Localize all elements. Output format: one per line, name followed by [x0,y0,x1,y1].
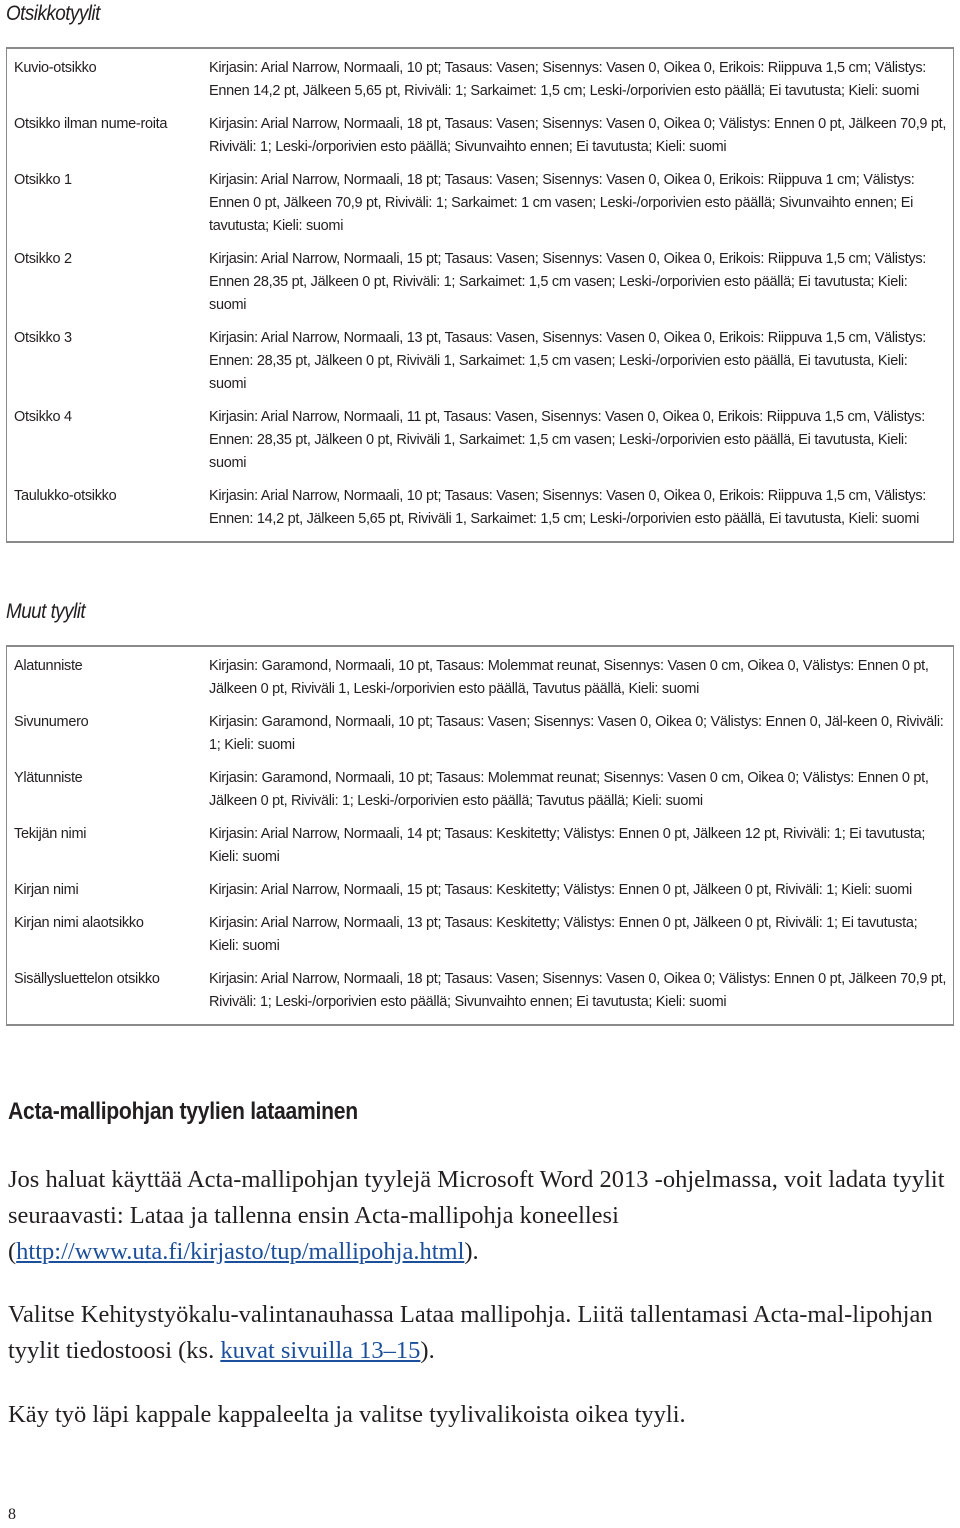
style-name: Otsikko 4 [14,409,72,425]
mallipohja-link[interactable]: http://www.uta.fi/kirjasto/tup/mallipohja.html [16,1238,465,1265]
table-row [7,820,954,876]
table-row [7,110,954,166]
style-name: Otsikko 3 [14,330,72,346]
download-heading: Acta-mallipohjan tyylien lataaminen [8,1098,358,1125]
table-row [7,482,954,542]
style-description: Kirjasin: Arial Narrow, Normaali, 14 pt; Tasaus: Keskitetty; Välistys: Ennen 0 pt, Jälkeen 12 pt, Riviväli: 1; Ei tavutusta; Kieli: suomi [209,826,926,865]
style-description: Kirjasin: Garamond, Normaali, 10 pt, Tasaus: Molemmat reunat, Sisennys: Vasen 0 cm, Oikea 0, Välistys: Ennen 0 pt, Jälkeen 0 pt, Riviväli 1, Leski-/orporivien esto päällä, Tavutus päällä, Kieli: suomi [209,658,929,697]
table-row [7,876,954,909]
section-title-muut-tyylit: Muut tyylit [6,600,86,623]
style-description: Kirjasin: Arial Narrow, Normaali, 18 pt; Tasaus: Vasen; Sisennys: Vasen 0, Oikea 0, Erikois: Riippuva 1 cm; Välistys: Ennen 0 pt, Jälkeen 70,9 pt, Riviväli: 1; Sarkaimet: 1 cm vasen; Leski-/orporivien esto päällä; Sivunvaihto ennen; Ei tavutusta; Kieli: suomi [209,172,915,234]
style-name: Sisällysluettelon otsikko [14,971,160,987]
other-styles-table [6,645,954,1026]
style-description: Kirjasin: Arial Narrow, Normaali, 18 pt; Tasaus: Vasen; Sisennys: Vasen 0, Oikea 0; Välistys: Ennen 0 pt, Jälkeen 70,9 pt, Riviväli: 1; Leski-/orporivien esto päällä; Sivunvaihto ennen; Ei tavutusta; Kieli: suomi [209,971,947,1010]
style-description: Kirjasin: Arial Narrow, Normaali, 11 pt, Tasaus: Vasen, Sisennys: Vasen 0, Oikea 0, Erikois: Riippuva 1,5 cm, Välistys: Ennen: 28,35 pt, Jälkeen 0 pt, Riviväli 1, Sarkaimet: 1,5 cm vasen; Leski-/orporivien esto päällä, Ei tavutusta, Kieli: suomi [209,409,925,471]
style-name: Kirjan nimi alaotsikko [14,915,144,931]
style-description: Kirjasin: Arial Narrow, Normaali, 15 pt; Tasaus: Keskitetty; Välistys: Ennen 0 pt, Jälkeen 0 pt, Riviväli: 1; Kieli: suomi [209,882,912,898]
heading-styles-table [6,47,954,543]
style-description: Kirjasin: Arial Narrow, Normaali, 10 pt; Tasaus: Vasen; Sisennys: Vasen 0, Oikea 0, Erikois: Riippuva 1,5 cm, Välistys: Ennen: 14,2 pt, Jälkeen 5,65 pt, Riviväli 1, Sarkaimet: 1,5 cm; Leski-/orporivien esto päällä, Ei tavutusta, Kieli: suomi [209,488,927,527]
paragraph-download-instructions [8,1162,958,1270]
table-row [7,166,954,245]
style-description: Kirjasin: Arial Narrow, Normaali, 15 pt; Tasaus: Vasen; Sisennys: Vasen 0, Oikea 0, Erikois: Riippuva 1,5 cm; Välistys: Ennen 28,35 pt, Jälkeen 0 pt, Riviväli: 1; Sarkaimet: 1,5 cm vasen; Leski-/orporivien esto päällä; Ei tavutusta; Kieli: suomi [209,251,927,313]
table-row [7,708,954,764]
style-description: Kirjasin: Arial Narrow, Normaali, 13 pt; Tasaus: Keskitetty; Välistys: Ennen 0 pt, Jälkeen 0 pt, Riviväli: 1; Ei tavutusta; Kieli: suomi [209,915,918,954]
table-row [7,646,954,708]
style-description: Kirjasin: Arial Narrow, Normaali, 10 pt; Tasaus: Vasen; Sisennys: Vasen 0, Oikea 0, Erikois: Riippuva 1,5 cm; Välistys: Ennen 14,2 pt, Jälkeen 5,65 pt, Riviväli: 1; Sarkaimet: 1,5 cm; Leski-/orporivien esto päällä; Ei tavutusta; Kieli: suomi [209,60,927,99]
style-name: Otsikko 1 [14,172,72,188]
table-row [7,965,954,1025]
table-row [7,909,954,965]
style-name: Taulukko-otsikko [14,488,117,504]
section-title-otsikkotyylit: Otsikkotyylit [6,2,100,25]
style-name: Ylätunniste [14,770,83,786]
style-name: Kirjan nimi [14,882,79,898]
style-name: Sivunumero [14,714,89,730]
table-row [7,324,954,403]
paragraph-apply-styles: Käy työ läpi kappale kappaleelta ja valitse tyylivalikoista oikea tyyli. [8,1401,686,1428]
style-name: Otsikko 2 [14,251,72,267]
paragraph-load-template [8,1297,958,1369]
table-row [7,403,954,482]
style-description: Kirjasin: Garamond, Normaali, 10 pt; Tasaus: Molemmat reunat; Sisennys: Vasen 0 cm, Oikea 0; Välistys: Ennen 0 pt, Jälkeen 0 pt, Riviväli: 1; Leski-/orporivien esto päällä; Tavutus päällä; Kieli: suomi [209,770,929,809]
style-description: Kirjasin: Arial Narrow, Normaali, 18 pt, Tasaus: Vasen; Sisennys: Vasen 0, Oikea 0; Välistys: Ennen 0 pt, Jälkeen 70,9 pt, Riviväli: 1; Leski-/orporivien esto päällä; Sivunvaihto ennen; Ei tavutusta; Kieli: suomi [209,116,947,155]
paragraph-text: ). [464,1238,479,1265]
style-description: Kirjasin: Garamond, Normaali, 10 pt; Tasaus: Vasen; Sisennys: Vasen 0, Oikea 0; Välistys: Ennen 0, Jäl-keen 0, Riviväli: 1; Kieli: suomi [209,714,944,753]
style-name: Otsikko ilman nume-roita [14,116,168,132]
style-name: Kuvio-otsikko [14,60,97,76]
paragraph-text: Valitse Kehitystyökalu-valintanauhassa Lataa mallipohja. Liitä tallentamasi Acta-mal-lipohjan tyylit tiedostoosi (ks. [8,1301,933,1364]
table-row [7,48,954,110]
page-number: 8 [8,1506,16,1523]
style-name: Alatunniste [14,658,83,674]
style-description: Kirjasin: Arial Narrow, Normaali, 13 pt, Tasaus: Vasen, Sisennys: Vasen 0, Oikea 0, Erikois: Riippuva 1,5 cm, Välistys: Ennen: 28,35 pt, Jälkeen 0 pt, Riviväli 1, Sarkaimet: 1,5 cm vasen; Leski-/orporivien esto päällä, Ei tavutusta, Kieli: suomi [209,330,927,392]
figures-page-link[interactable]: kuvat sivuilla 13–15 [220,1337,421,1364]
table-row [7,764,954,820]
paragraph-text: Jos haluat käyttää Acta-mallipohjan tyylejä Microsoft Word 2013 -ohjelmassa, voit ladata tyylit seuraavasti: Lataa ja tallenna ensin Acta-mallipohja koneellesi ( [8,1166,945,1265]
paragraph-text: ). [420,1337,435,1364]
table-row [7,245,954,324]
style-name: Tekijän nimi [14,826,87,842]
